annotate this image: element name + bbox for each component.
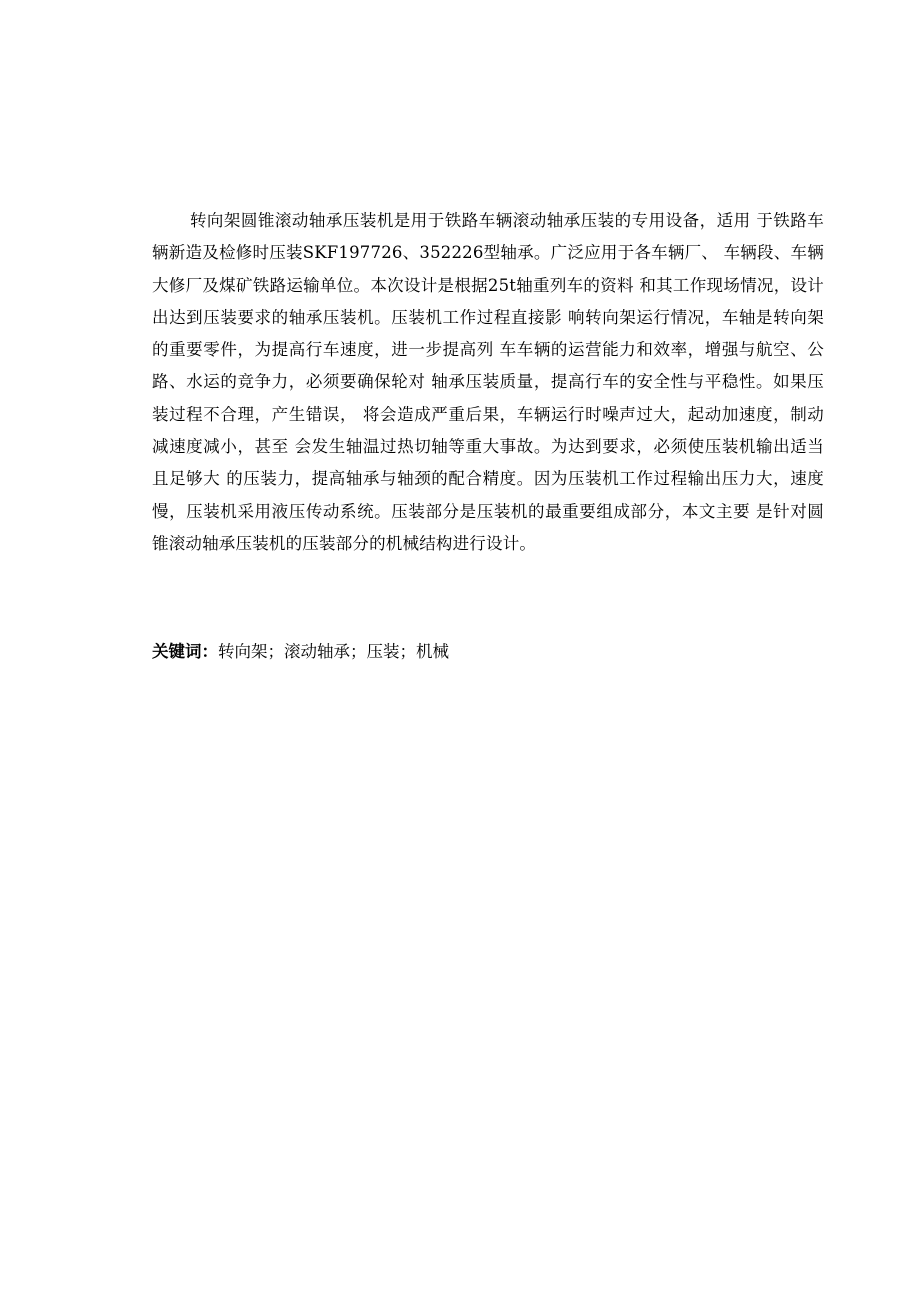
keywords-label: 关键词：	[152, 642, 218, 661]
keywords-line	[152, 636, 824, 668]
keywords-value: 转向架；滚动轴承；压装；机械	[218, 642, 449, 661]
abstract-paragraph: 转向架圆锥滚动轴承压装机是用于铁路车辆滚动轴承压装的专用设备，适用 于铁路车辆新造及检修时压装SKF197726、352226型轴承。广泛应用于各车辆厂、 车辆段、车辆大修厂及煤矿铁路运输单位。本次设计是根据25t轴重列车的资料 和其工作现场情况，设计出达到压装要求的轴承压装机。压装机工作过程直接影 响转向架运行情况，车轴是转向架的重要零件，为提高行车速度，进一步提高列 车车辆的运营能力和效率，增强与航空、公路、水运的竞争力，必须要确保轮对 轴承压装质量，提高行车的安全性与平稳性。如果压装过程不合理，产生错误， 将会造成严重后果，车辆运行时噪声过大，起动加速度，制动减速度减小，甚至 会发生轴温过热切轴等重大事故。为达到要求，必须使压装机输出适当且足够大 的压装力，提高轴承与轴颈的配合精度。因为压装机工作过程输出压力大，速度 慢，压装机采用液压传动系统。压装部分是压装机的最重要组成部分，本文主要 是针对圆锥滚动轴承压装机的压装部分的机械结构进行设计。	[152, 211, 824, 553]
